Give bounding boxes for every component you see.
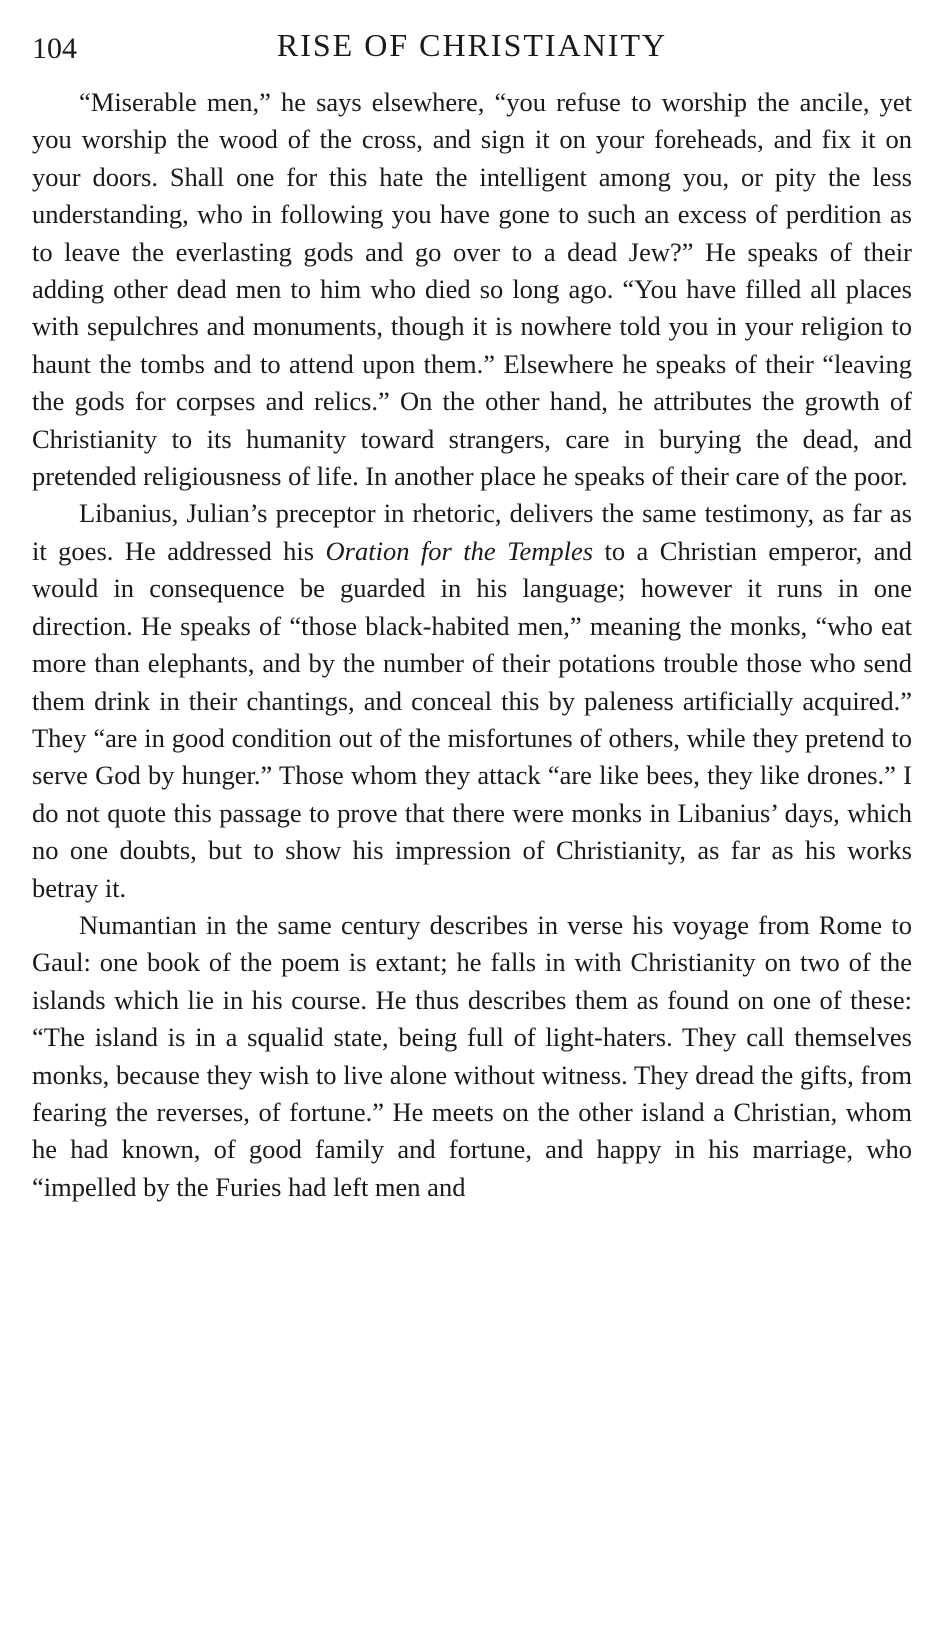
page-header	[32, 22, 912, 66]
paragraph-ancile	[32, 84, 912, 495]
paragraph-text: “Miserable men,” he says elsewhere, “you refuse to worship the ancile, yet you worship the wood of the cross, and sign it on your foreheads, and fix it on your doors. Shall one for this hate the intelligent among you, or pity the less understanding, who in following you have gone to such an excess of perdition as to leave the everlasting gods and go over to a dead Jew?” He speaks of their adding other dead men to him who died so long ago. “You have filled all places with sepulchres and monuments, though it is nowhere told you in your religion to haunt the tombs and to attend upon them.” Elsewhere he speaks of their “leaving the gods for corpses and relics.” On the other hand, he attributes the growth of Christianity to its humanity toward strangers, care in burying the dead, and pretended religiousness of life. In another place he speaks of their care of the poor.	[32, 87, 912, 492]
paragraph-text: Libanius, Julian’s preceptor in rhetoric, delivers the same testimony, as far as it goes. He addressed his	[32, 498, 912, 566]
page-number: 104	[32, 32, 77, 65]
paragraph-numantian	[32, 907, 912, 1206]
paragraph-text: to a Christian emperor, and would in consequence be guarded in his language; however it runs in one direction. He speaks of “those black-habited men,” meaning the monks, “who eat more than elephants, and by the number of their potations trouble those who send them drink in their chantings, and conceal this by paleness artificially acquired.” They “are in good condition out of the misfortunes of others, while they pretend to serve God by hunger.” Those whom they attack “are like bees, they like drones.” I do not quote this passage to prove that there were monks in Libanius’ days, which no one doubts, but to show his impression of Christianity, as far as his works betray it.	[32, 535, 912, 903]
book-page	[32, 22, 912, 1206]
work-title-italic: Oration for the Temples	[325, 535, 594, 566]
body-text	[32, 84, 912, 1206]
paragraph-libanius	[32, 495, 912, 906]
running-title: RISE OF CHRISTIANITY	[276, 27, 668, 63]
paragraph-text: Numantian in the same century describes in verse his voyage from Rome to Gaul: one book of the poem is extant; he falls in with Christianity on two of the islands which lie in his course. He thus describes them as found on one of these: “The island is in a squalid state, being full of light-haters. They call themselves monks, because they wish to live alone without witness. They dread the gifts, from fearing the reverses, of fortune.” He meets on the other island a Christian, whom he had known, of good family and fortune, and happy in his marriage, who “impelled by the Furies had left men and	[32, 909, 912, 1202]
